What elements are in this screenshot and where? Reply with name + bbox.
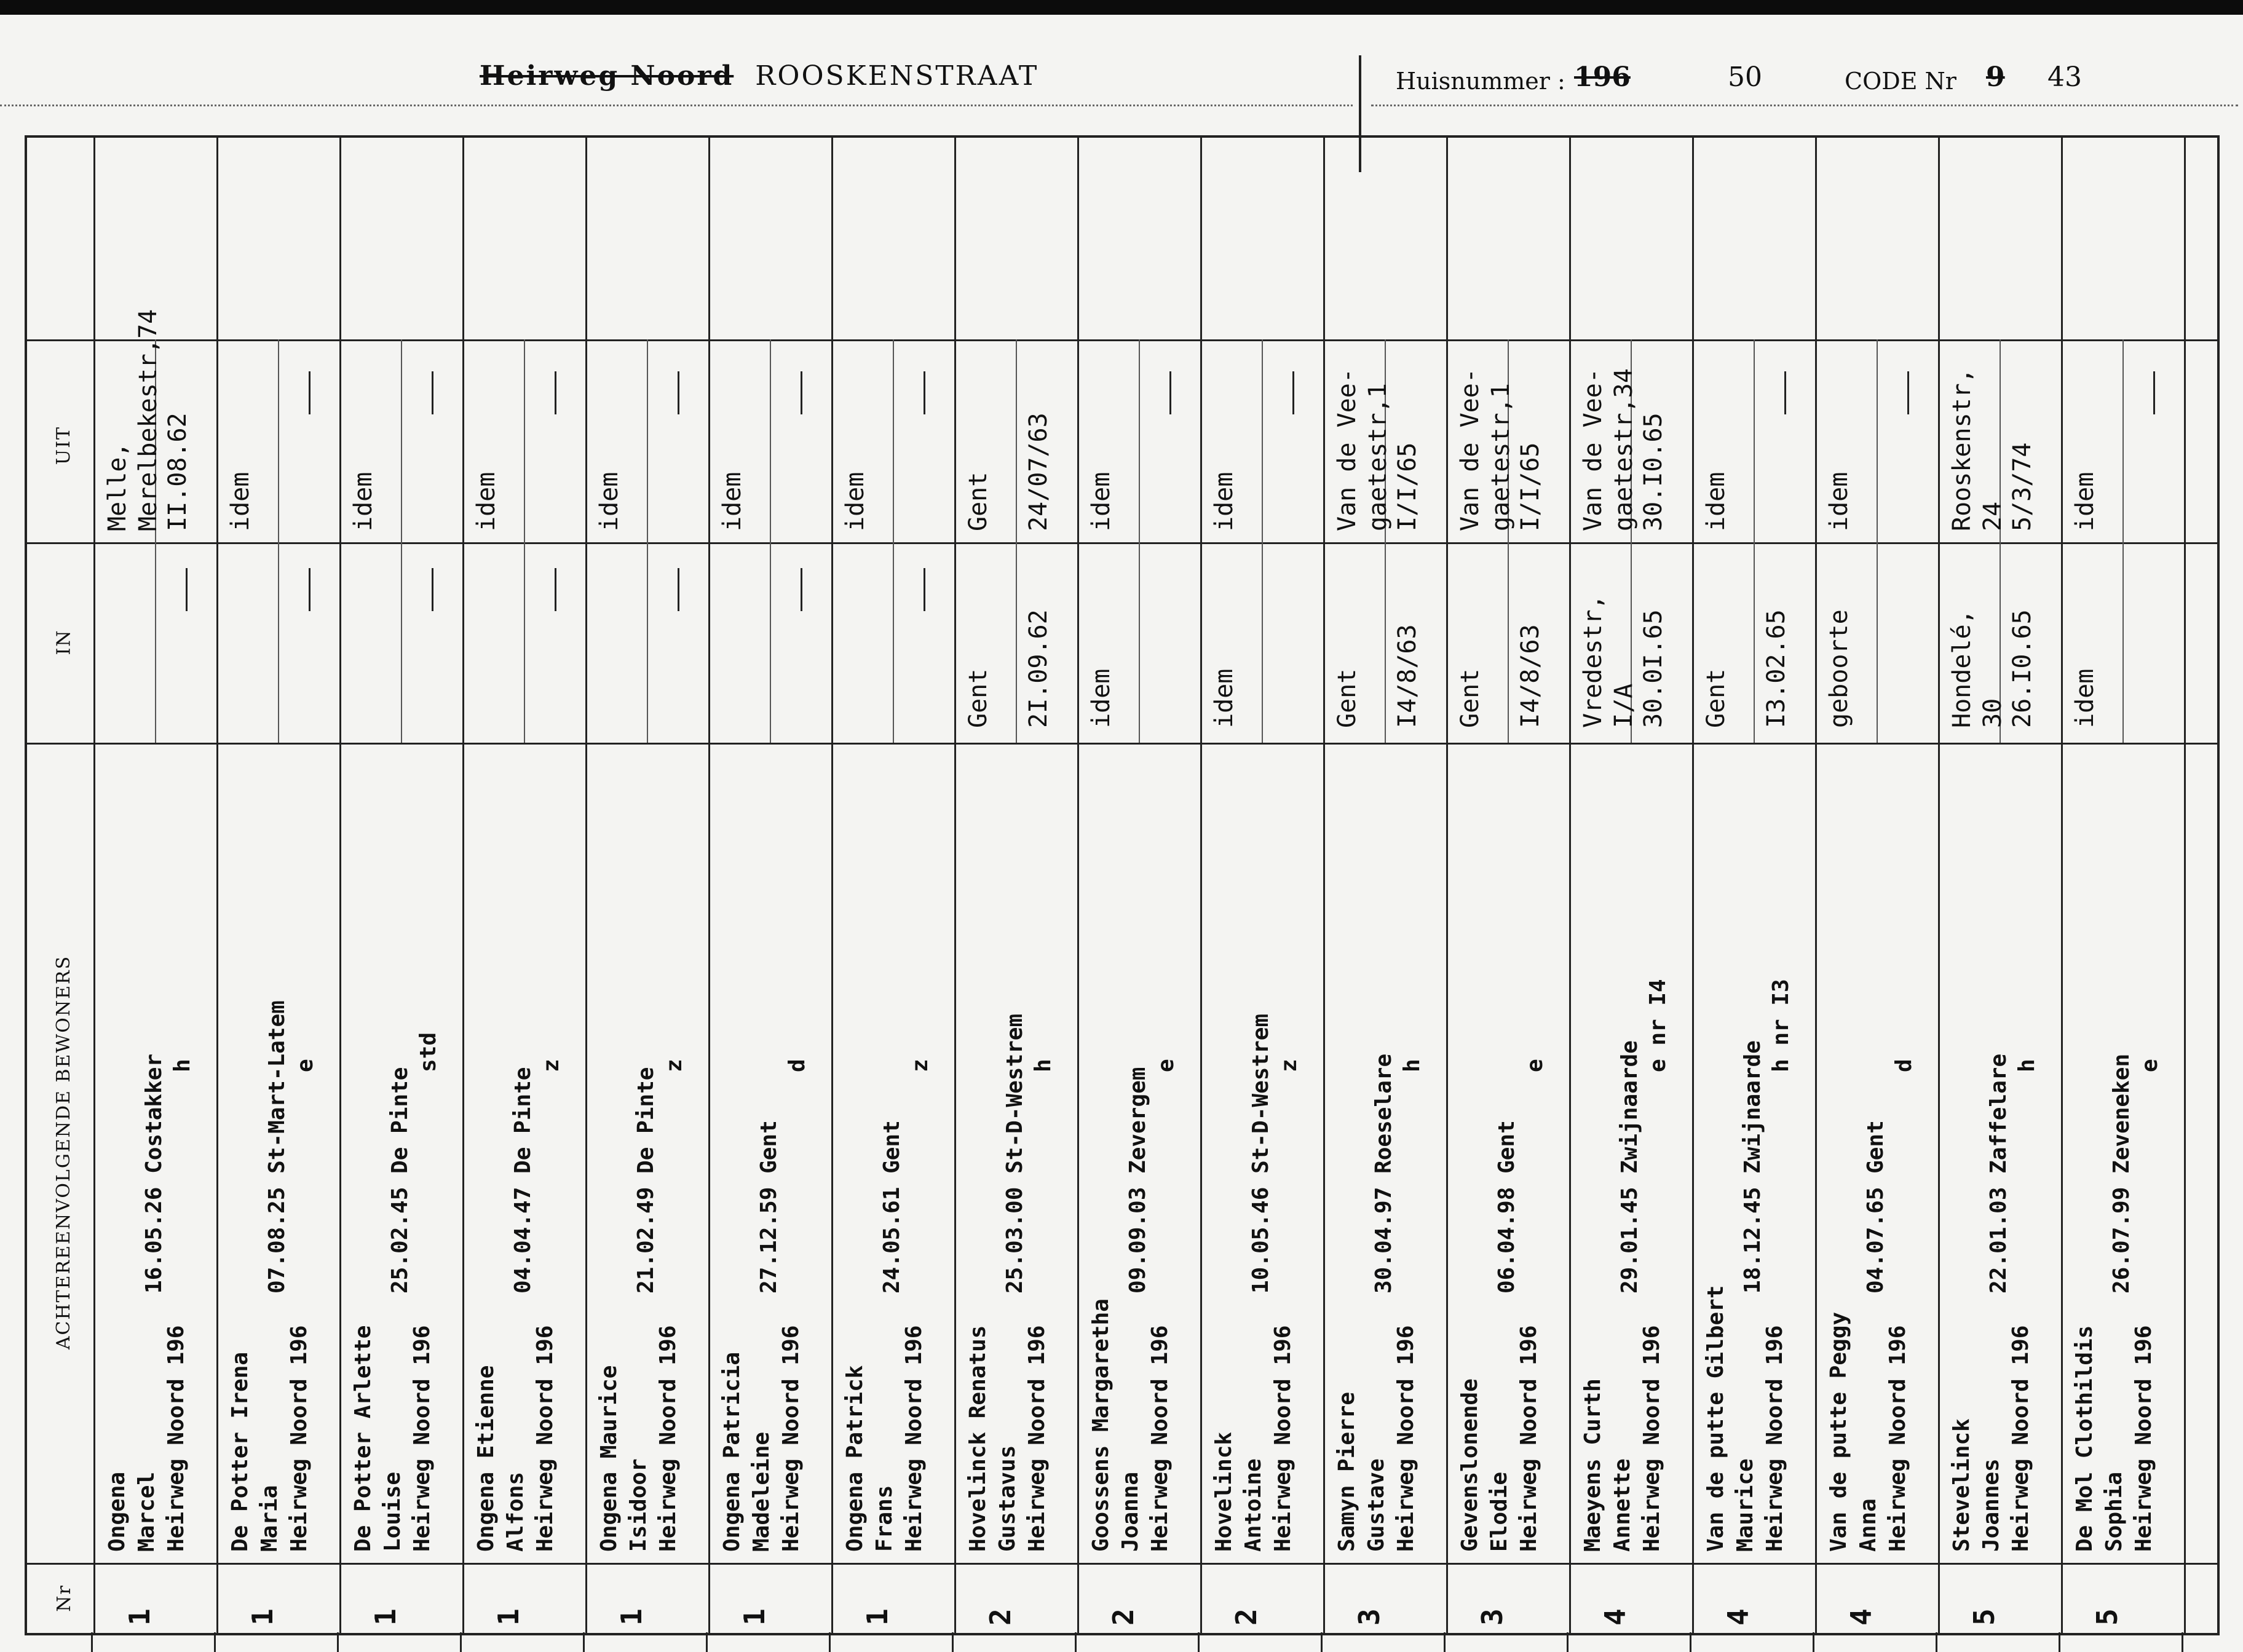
resident-name: Samyn Pierre [1334,1391,1359,1552]
resident-firstname: Alfons [503,1471,528,1552]
header-dotted-line-right [1371,105,2238,106]
resident-birth: 26.07.99 Zeveneken [2109,1053,2134,1294]
uit-place: idem [595,472,623,531]
row-divider [2184,138,2186,1635]
resident-birth: 16.05.26 Costakker [141,1053,167,1294]
in-place: Gent [1702,668,1730,728]
in-place: idem [2071,668,2099,728]
bottom-tick [460,1632,462,1652]
in-empty-dash [555,568,556,611]
subcell-divider [893,339,894,743]
uit-date: I/I/65 [1516,442,1545,531]
resident-address: Heirweg Noord 196 [655,1325,681,1552]
bottom-tick [214,1632,216,1652]
resident-firstname: Elodie [1487,1471,1512,1552]
resident-address: Heirweg Noord 196 [164,1325,189,1552]
in-empty-dash [432,568,433,611]
uit-empty-dash [1292,371,1294,414]
resident-birth: 29.01.45 Zwijnaarde [1617,1040,1642,1294]
resident-birth: 24.05.61 Gent [879,1120,904,1294]
bottom-tick [1567,1632,1569,1652]
in-empty-dash [801,568,802,611]
bottom-tick [1321,1632,1323,1652]
resident-relation: h [1399,1059,1425,1072]
bottom-tick [2182,1632,2183,1652]
subcell-divider [2122,339,2124,743]
in-date: I3.02.65 [1762,609,1790,728]
resident-birth: 10.05.46 St-D-Westrem [1248,1013,1273,1294]
resident-address: Heirweg Noord 196 [1516,1325,1541,1552]
resident-firstname: Marcel [134,1471,159,1552]
in-empty-dash [678,568,679,611]
resident-relation: e [1153,1059,1179,1072]
resident-name: Ongena [105,1471,130,1552]
resident-firstname: Frans [872,1485,897,1552]
resident-relation: z [1276,1059,1302,1072]
resident-relation: h [170,1059,195,1072]
resident-row [708,138,831,1635]
resident-birth: 30.04.97 Roeselare [1371,1053,1396,1294]
resident-relation: z [908,1059,933,1072]
uit-place: idem [1087,472,1115,531]
resident-relation: std [416,1032,441,1072]
bottom-tick [829,1632,831,1652]
resident-firstname: Isidoor [626,1458,651,1552]
resident-birth: 21.02.49 De Pinte [633,1067,659,1294]
resident-firstname: Madeleine [749,1431,774,1552]
uit-empty-dash [432,371,433,414]
in-place: Gent [964,668,992,728]
register-table [25,135,2220,1635]
resident-address: Heirweg Noord 196 [1762,1325,1787,1552]
in-place: Gent [1456,668,1484,728]
resident-relation: e [2137,1059,2162,1072]
resident-relation: e [1522,1059,1548,1072]
col-uit-header: UIT [53,425,75,465]
resident-nr: 1 [738,1608,771,1626]
resident-relation: h [1031,1059,1056,1072]
resident-nr: 1 [492,1608,525,1626]
resident-address: Heirweg Noord 196 [1393,1325,1418,1552]
resident-nr: 4 [1599,1608,1632,1626]
resident-address: Heirweg Noord 196 [287,1325,312,1552]
uit-empty-dash [1169,371,1171,414]
resident-address: Heirweg Noord 196 [1639,1325,1664,1552]
subcell-divider [1877,339,1878,743]
huisnummer-new: 50 [1728,61,1762,93]
uit-date: 30.I0.65 [1639,413,1667,531]
in-empty-dash [924,568,925,611]
resident-name: De Potter Arlette [350,1325,376,1552]
resident-firstname: Gustave [1364,1458,1389,1552]
uit-date: 24/07/63 [1024,413,1053,531]
subcell-divider [647,339,648,743]
resident-address: Heirweg Noord 196 [1885,1325,1910,1552]
uit-place: Van de Vee- gaetestr,1 [1333,368,1392,531]
uit-place: Melle, Merelbekestr,74 [103,309,162,531]
resident-row [1692,138,1815,1635]
in-place: idem [1210,668,1238,728]
bottom-tick [1198,1632,1200,1652]
resident-nr: 1 [861,1608,894,1626]
resident-firstname: Louise [380,1471,405,1552]
resident-birth: 09.09.03 Zevergem [1125,1067,1150,1294]
resident-name: Hovelinck Renatus [965,1325,991,1552]
resident-nr: 2 [1230,1608,1263,1626]
subcell-divider [1754,339,1755,743]
code-label: CODE Nr [1845,68,1956,95]
in-date: I4/8/63 [1393,624,1422,728]
resident-name: De Mol Clothildis [2072,1325,2097,1552]
resident-row [216,138,339,1635]
subcell-divider [770,339,771,743]
uit-place: idem [472,472,500,531]
resident-name: Van de putte Gilbert [1703,1285,1728,1552]
code-new: 43 [2047,61,2082,93]
uit-place: idem [1825,472,1853,531]
resident-address: Heirweg Noord 196 [2008,1325,2033,1552]
huisnummer-old: 196 [1574,61,1631,93]
bottom-tick [583,1632,585,1652]
resident-row [1200,138,1323,1635]
resident-relation: e [293,1059,318,1072]
resident-birth: 22.01.03 Zaffelare [1986,1053,2011,1294]
uit-place: idem [226,472,255,531]
resident-nr: 4 [1845,1608,1878,1626]
resident-relation: h nr I3 [1768,979,1794,1072]
col-in-header: IN [53,628,75,655]
resident-firstname: Annette [1610,1458,1635,1552]
resident-nr: 5 [2091,1608,2124,1626]
resident-birth: 06.04.98 Gent [1494,1120,1519,1294]
resident-nr: 2 [1107,1608,1140,1626]
resident-firstname: Joannes [1979,1458,2004,1552]
resident-address: Heirweg Noord 196 [2131,1325,2156,1552]
resident-firstname: Gustavus [995,1445,1020,1552]
header-dotted-line [0,105,1353,106]
resident-nr: 2 [984,1608,1017,1626]
bottom-tick [952,1632,954,1652]
code-old: 9 [1986,61,2005,93]
bottom-tick [706,1632,708,1652]
resident-row [2061,138,2184,1635]
resident-address: Heirweg Noord 196 [409,1325,435,1552]
col-bewoners-header: ACHTEREENVOLGENDE BEWONERS [53,955,75,1350]
resident-name: Goossens Margaretha [1088,1298,1114,1552]
resident-row [93,138,216,1635]
resident-row [954,138,1077,1635]
resident-nr: 5 [1968,1608,2001,1626]
uit-place: Gent [964,472,992,531]
subcell-divider [401,339,402,743]
resident-nr: 1 [615,1608,648,1626]
uit-empty-dash [1784,371,1786,414]
in-place: Gent [1333,668,1361,728]
resident-row [1077,138,1200,1635]
resident-row [1569,138,1692,1635]
top-border-band [0,0,2243,15]
resident-firstname: Joanna [1118,1471,1143,1552]
resident-relation: e nr I4 [1645,979,1671,1072]
uit-empty-dash [1907,371,1909,414]
card-header [0,37,2243,135]
street-name-old: Heirweg Noord [480,60,734,92]
resident-birth: 04.07.65 Gent [1863,1120,1888,1294]
resident-relation: d [785,1059,810,1072]
resident-relation: z [539,1059,564,1072]
resident-nr: 1 [246,1608,279,1626]
resident-row [1323,138,1446,1635]
uit-place: Van de Vee- gaetestr,34 [1579,368,1638,531]
resident-row [462,138,585,1635]
resident-name: Hovelinck [1211,1431,1236,1552]
resident-address: Heirweg Noord 196 [1024,1325,1050,1552]
resident-birth: 27.12.59 Gent [756,1120,781,1294]
in-date: I4/8/63 [1516,624,1545,728]
in-place: Hondelé, 30 [1948,609,2007,728]
subcell-divider [1262,339,1263,743]
resident-nr: 1 [369,1608,402,1626]
resident-name: Ongena Patricia [719,1351,745,1552]
huisnummer-label: Huisnummer : [1396,68,1565,95]
uit-empty-dash [2153,371,2155,414]
resident-address: Heirweg Noord 196 [901,1325,927,1552]
resident-name: Ongena Patrick [842,1365,868,1552]
col-nr-header: Nr [53,1584,75,1612]
uit-date: II.08.62 [164,413,192,531]
uit-place: idem [718,472,746,531]
resident-birth: 07.08.25 St-Mart-Latem [264,1000,290,1294]
in-date: 2I.09.62 [1024,609,1053,728]
bottom-tick [1936,1632,1937,1652]
resident-row [831,138,954,1635]
resident-relation: z [662,1059,687,1072]
resident-relation: d [1891,1059,1917,1072]
uit-date: I/I/65 [1393,442,1422,531]
resident-birth: 25.02.45 De Pinte [387,1067,413,1294]
resident-firstname: Antoine [1241,1458,1266,1552]
resident-nr: 3 [1476,1608,1509,1626]
resident-name: Stevelinck [1949,1418,1974,1552]
resident-firstname: Sophia [2102,1471,2127,1552]
uit-date: 5/3/74 [2008,442,2036,531]
resident-name: Ongena Maurice [596,1365,622,1552]
resident-birth: 04.04.47 De Pinte [510,1067,536,1294]
street-name [480,60,1038,92]
in-empty-dash [186,568,188,611]
resident-birth: 18.12.45 Zwijnaarde [1740,1040,1765,1294]
uit-empty-dash [555,371,556,414]
resident-address: Heirweg Noord 196 [778,1325,804,1552]
resident-firstname: Anna [1856,1498,1881,1552]
street-name-new: ROOSKENSTRAAT [755,60,1039,92]
uit-empty-dash [924,371,925,414]
uit-place: idem [841,472,869,531]
uit-place: idem [2071,472,2099,531]
in-date: 26.I0.65 [2008,609,2036,728]
in-date: 30.0I.65 [1639,609,1667,728]
subcell-divider [1139,339,1140,743]
resident-name: Van de putte Peggy [1826,1311,1851,1552]
uit-place: idem [1702,472,1730,531]
resident-firstname: Maurice [1733,1458,1758,1552]
resident-row [339,138,462,1635]
uit-place: idem [1210,472,1238,531]
resident-name: Maeyens Curth [1580,1378,1605,1552]
resident-relation: h [2014,1059,2039,1072]
bottom-tick [1690,1632,1691,1652]
resident-name: Ongena Etienne [473,1365,499,1552]
bottom-tick [337,1632,339,1652]
resident-row [1446,138,1569,1635]
resident-row [1938,138,2061,1635]
uit-place: Rooskenstr, 24 [1948,368,2007,531]
resident-name: Gevenslonende [1457,1378,1482,1552]
resident-address: Heirweg Noord 196 [532,1325,558,1552]
resident-birth: 25.03.00 St-D-Westrem [1002,1013,1027,1294]
in-empty-dash [309,568,311,611]
resident-row [1815,138,1938,1635]
bottom-tick [1444,1632,1446,1652]
bottom-tick [91,1632,93,1652]
bottom-tick [1075,1632,1077,1652]
in-place: geboorte [1825,609,1853,728]
resident-address: Heirweg Noord 196 [1147,1325,1173,1552]
resident-nr: 1 [123,1608,156,1626]
subcell-divider [278,339,279,743]
in-place: idem [1087,668,1115,728]
bottom-tick [1813,1632,1814,1652]
uit-place: Van de Vee- gaetestr,1 [1456,368,1515,531]
bottom-tick [2059,1632,2060,1652]
resident-address: Heirweg Noord 196 [1270,1325,1296,1552]
uit-empty-dash [801,371,802,414]
uit-empty-dash [309,371,311,414]
subcell-divider [524,339,525,743]
resident-nr: 4 [1722,1608,1755,1626]
resident-row [585,138,708,1635]
subcell-divider [1016,339,1017,743]
uit-place: idem [349,472,378,531]
resident-nr: 3 [1353,1608,1386,1626]
resident-name: De Potter Irena [227,1351,253,1552]
in-place: Vredestr, I/A [1579,595,1638,728]
resident-firstname: Maria [257,1485,282,1552]
uit-empty-dash [678,371,679,414]
